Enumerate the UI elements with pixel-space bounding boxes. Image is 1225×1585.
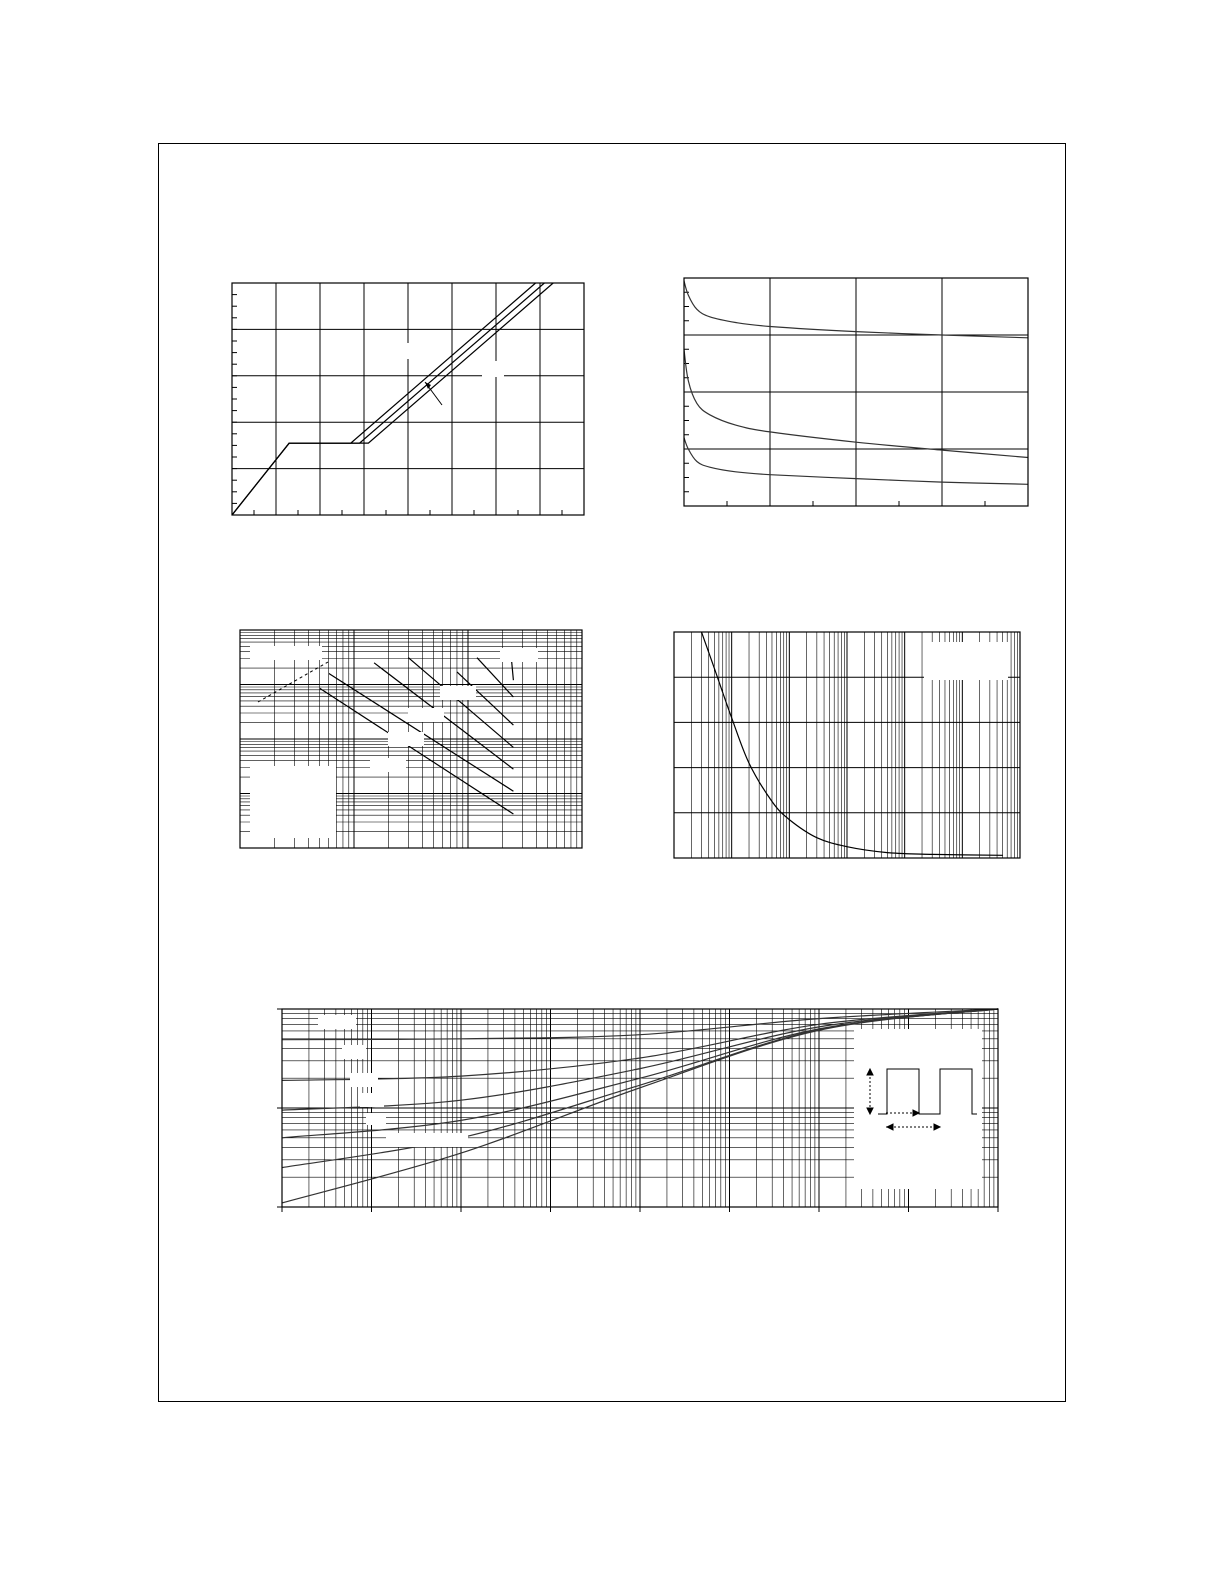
annotation-group	[250, 646, 538, 838]
legend-box	[250, 766, 336, 838]
series-group	[232, 283, 553, 515]
label-mask	[482, 361, 504, 377]
label-mask	[360, 1093, 384, 1107]
label-mask	[350, 1073, 378, 1087]
label-mask	[250, 646, 322, 660]
chart-1	[232, 283, 584, 515]
label-mask	[342, 1045, 366, 1059]
label-mask	[366, 1113, 386, 1125]
chart-5	[282, 1009, 998, 1207]
annotation-group	[924, 642, 1008, 680]
series-line-5	[477, 658, 513, 697]
chart-2	[684, 278, 1028, 506]
label-mask	[395, 343, 420, 359]
label-mask	[370, 758, 406, 772]
series-line-1	[232, 283, 536, 515]
annotation-group	[395, 343, 504, 413]
pulse-diagram-inset	[854, 1029, 982, 1189]
label-mask	[462, 397, 477, 413]
label-mask	[318, 1015, 356, 1029]
label-mask	[408, 708, 444, 722]
label-mask	[388, 732, 424, 746]
chart-4	[674, 632, 1020, 858]
chart-3	[240, 630, 582, 848]
legend-box	[924, 642, 1008, 680]
series-line-2	[232, 283, 544, 515]
label-mask	[440, 686, 476, 700]
label-mask	[386, 1133, 468, 1147]
annotation-group	[318, 1015, 982, 1189]
label-mask	[500, 648, 538, 662]
gridlines	[232, 283, 584, 515]
